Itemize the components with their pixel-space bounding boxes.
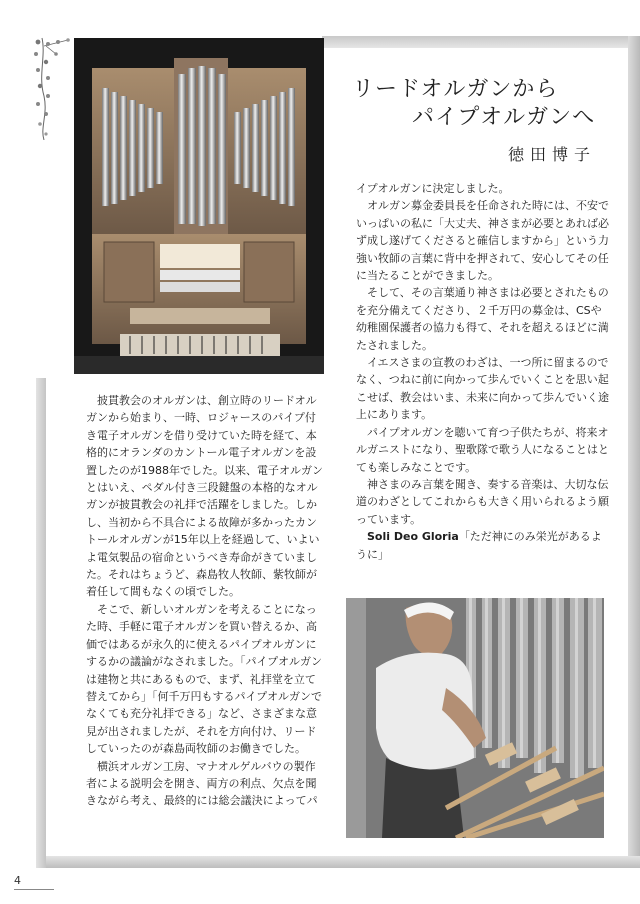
right-paragraph-3: そして、その言葉通り神さまは必要とされたものを充分備えてくださり、２千万円の募金は、CSや幼稚園保護者の協力も得て、それを超えるほどに満たされました。: [356, 286, 609, 352]
pipe-organ-photo: [74, 38, 324, 374]
organ-builder-photo: [346, 598, 604, 838]
closing-latin: Soli Deo Gloria: [367, 530, 459, 544]
decorative-band-bottom: [36, 856, 640, 868]
page-number: 4: [14, 874, 21, 887]
decorative-band-right: [628, 36, 640, 868]
right-paragraph-4: イエスさまの宣教のわざは、一つ所に留まるのでなく、つねに前に向かって歩んでいくことを思い起こせば、教会はいま、未来に向かって歩んでいく途上にあります。: [356, 356, 609, 422]
closing-text: 「ただ神にのみ栄光があるように」: [356, 530, 602, 561]
left-text-column: [86, 392, 326, 810]
right-paragraph-1: イプオルガンに決定しました。: [356, 182, 510, 195]
right-paragraph-2: オルガン募金委員長を任命された時には、不安でいっぱいの私に「大丈夫、神さまが必要とあれば必ず成し遂げてくださると確信しますから」という力強い牧師の言葉に背中を押されて、安心してその任に当たることができました。: [356, 199, 609, 283]
closing-line: [356, 528, 610, 563]
left-paragraph-1: 披貫教会のオルガンは、創立時のリードオルガンから始まり、一時、ロジャースのパイプ付き電子オルガンを借り受けていた時を経て、本格的にオランダのカントール電子オルガンを設置したのが1988年でした。以来、電子オルガンとはいえ、ペダル付き三段鍵盤の本格的なオルガンが披貫教会の礼拝で活躍をしました。しかし、当初から不具合による故障が多かったカントールオルガンが15年以上を経過して、いよいよ電気製品の宿命というべき寿命がきていました。それはちょうど、森島牧人牧師、紫牧師が着任して間もなくの頃でした。: [86, 394, 323, 599]
page-number-rule: [14, 889, 54, 890]
decorative-band-top: [322, 36, 640, 48]
left-paragraph-2: そこで、新しいオルガンを考えることになった時、手軽に電子オルガンを買い替えるか、高価ではあるが永久的に使えるパイプオルガンにするかの議論がなされました。「パイプオルガンは建物と共にあるもので、まず、礼拝堂を立て替えてから」「何千万円もするパイプオルガンでなくても充分礼拝できる」など、さまざまな意見が出されましたが、それを方向付け、リードしていったのが森島両牧師のお働きでした。: [86, 602, 323, 756]
right-paragraph-5: パイプオルガンを聴いて育つ子供たちが、将来オルガニストになり、聖歌隊で歌う人になることはとても楽しみなことです。: [356, 425, 609, 474]
author-name: 徳田博子: [508, 145, 597, 164]
decorative-band-left: [36, 378, 46, 868]
right-paragraph-6: 神さまのみ言葉を聞き、奏する音楽は、大切な伝道のわざとしてこれからも大きく用いられるよう願っています。: [356, 477, 609, 526]
right-text-column: [356, 180, 610, 563]
article-title-line1: リードオルガンから: [352, 77, 559, 102]
floral-vine-ornament: [28, 36, 74, 140]
article-title-line2: パイプオルガンへ: [412, 105, 596, 130]
left-paragraph-3: 横浜オルガン工房、マナオルゲルバウの製作者による説明会を開き、両方の利点、欠点を聞きながら考え、最終的には総会議決によってパ: [86, 759, 318, 808]
